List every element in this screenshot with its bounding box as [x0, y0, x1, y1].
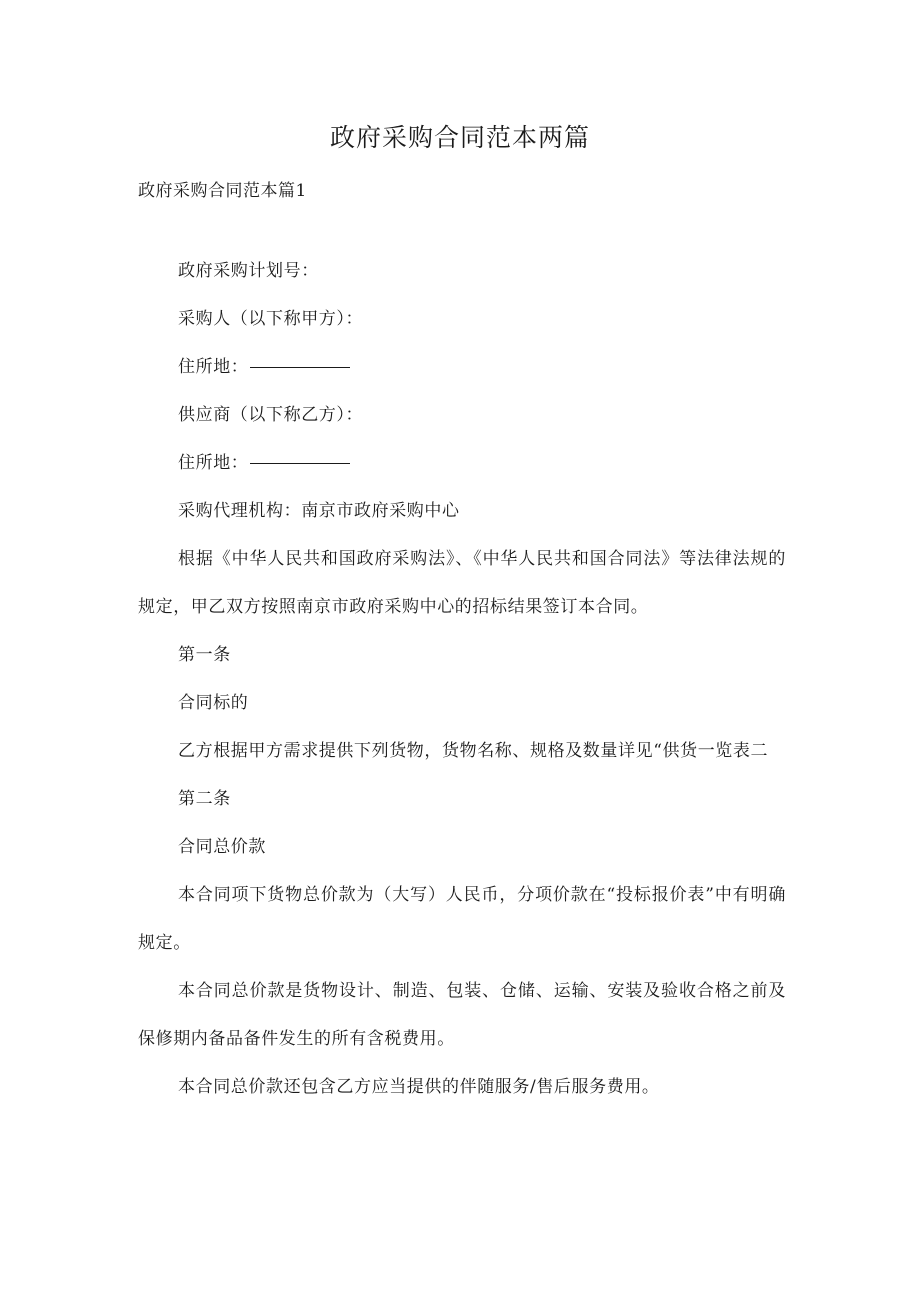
agency-field: 采购代理机构：南京市政府采购中心: [178, 501, 460, 521]
purchaser-label: 采购人（以下称甲方）：: [178, 309, 364, 329]
document-title: 政府采购合同范本两篇: [329, 123, 590, 152]
preamble-paragraph: 根据《中华人民共和国政府采购法》、《中华人民共和国合同法》等法律法规的规定，甲乙双方按照南京市政府采购中心的招标结果签订本合同。: [138, 549, 786, 617]
document-subtitle: 政府采购合同范本篇1: [138, 181, 307, 201]
article-2-number: 第二条: [178, 789, 231, 809]
purchaser-address-label: 住所地：: [178, 357, 249, 377]
article-2-text-1: 本合同项下货物总价款为（大写）人民币，分项价款在“投标报价表”中有明确规定。: [138, 885, 786, 953]
plan-number-label: 政府采购计划号：: [178, 261, 319, 281]
supplier-label: 供应商（以下称乙方）：: [178, 405, 364, 425]
supplier-field: [138, 391, 786, 439]
purchaser-address-field: [138, 343, 786, 391]
article-2-heading: 合同总价款: [178, 837, 266, 857]
purchaser-address-blank: [250, 366, 350, 368]
article-2-text-2: 本合同总价款是货物设计、制造、包装、仓储、运输、安装及验收合格之前及保修期内备品备件发生的所有含税费用。: [138, 981, 786, 1049]
supplier-address-field: [138, 439, 786, 487]
supplier-address-blank: [250, 462, 350, 464]
document-body: [138, 247, 786, 1111]
article-2-text-3: 本合同总价款还包含乙方应当提供的伴随服务/售后服务费用。: [178, 1077, 660, 1097]
plan-number-field: [138, 247, 786, 295]
article-1-text: 乙方根据甲方需求提供下列货物，货物名称、规格及数量详见“供货一览表二: [178, 741, 769, 761]
supplier-address-label: 住所地：: [178, 453, 249, 473]
article-1-number: 第一条: [178, 645, 231, 665]
purchaser-field: [138, 295, 786, 343]
article-1-heading: 合同标的: [178, 693, 249, 713]
